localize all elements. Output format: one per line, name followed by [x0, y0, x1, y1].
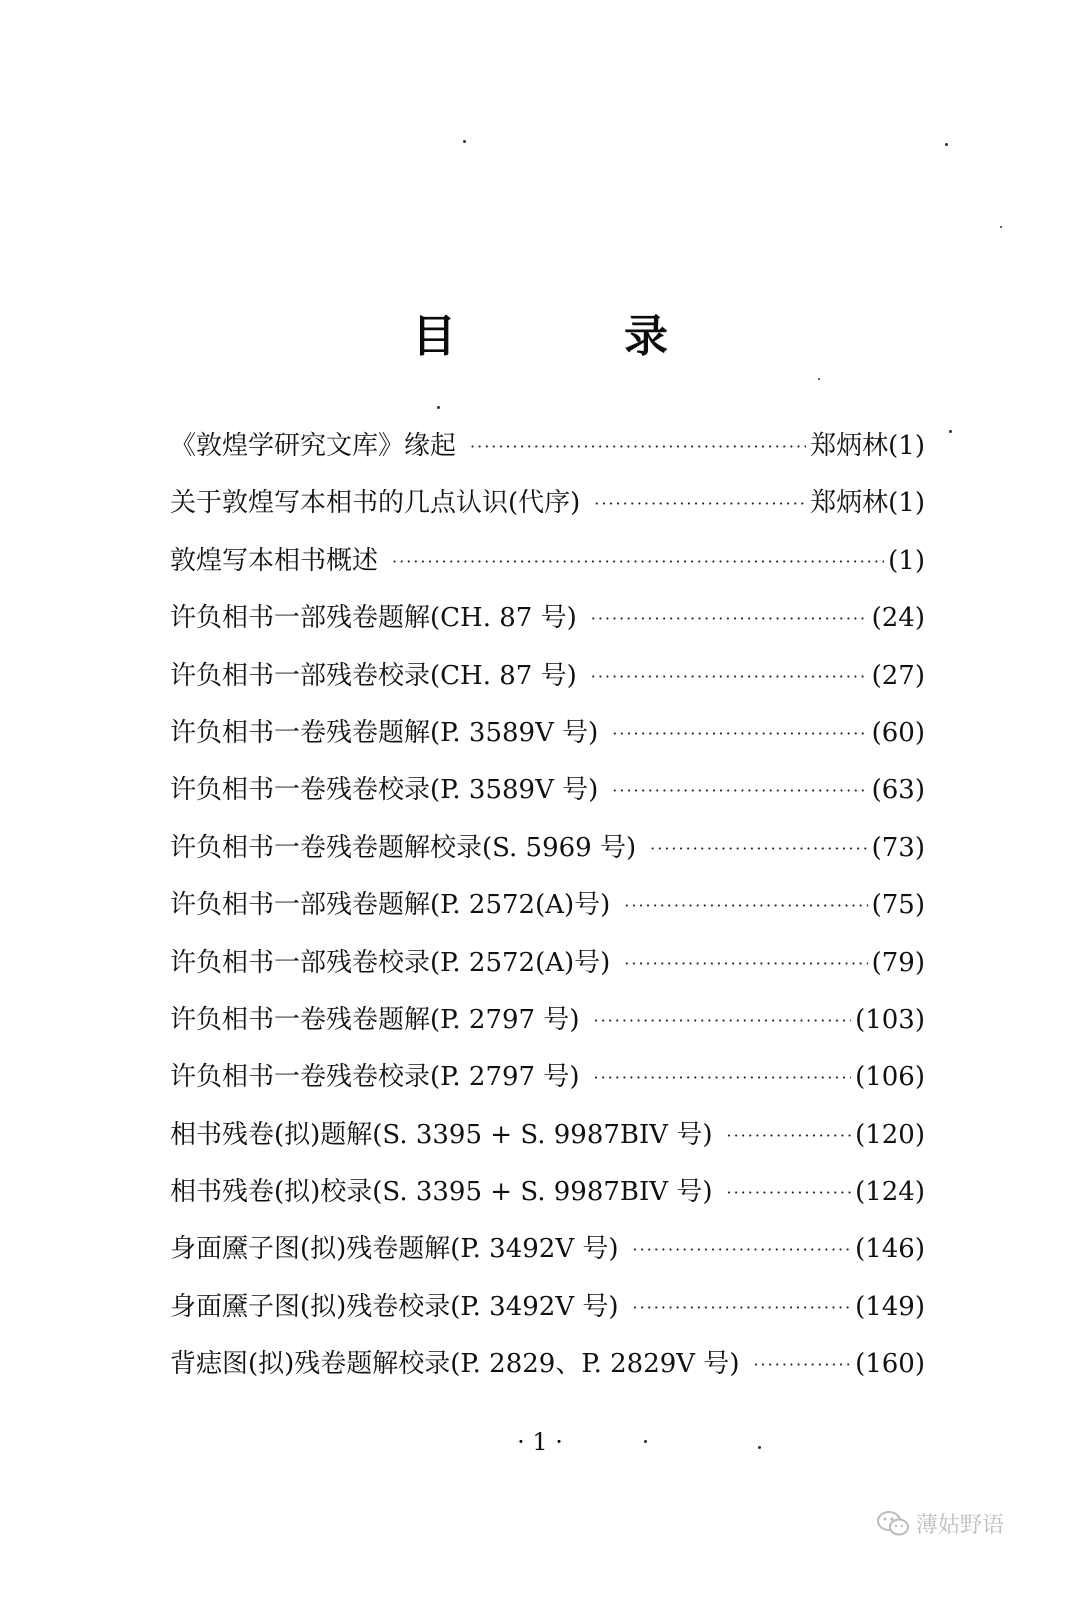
- toc-entry: [170, 943, 925, 1000]
- toc-entry-page: (63): [871, 775, 925, 806]
- toc-leader-dots: [624, 886, 867, 926]
- toc-leader-dots: [591, 657, 868, 697]
- toc-leader-dots: [594, 484, 806, 524]
- toc-entry-title: 关于敦煌写本相书的几点认识(代序): [170, 488, 581, 519]
- toc-entry-page: (24): [871, 603, 925, 634]
- toc-entry: [170, 885, 925, 942]
- toc-entry: [170, 426, 925, 483]
- table-of-contents: [170, 426, 925, 1402]
- toc-leader-dots: [753, 1345, 851, 1385]
- toc-entry-title: 许负相书一部残卷校录(CH. 87 号): [170, 660, 577, 691]
- toc-entry-title: 许负相书一卷残卷题解校录(S. 5969 号): [170, 832, 637, 863]
- toc-entry: [170, 1287, 925, 1344]
- toc-leader-dots: [633, 1230, 852, 1270]
- toc-entry-title: 许负相书一卷残卷题解(P. 3589V 号): [170, 717, 599, 748]
- toc-leader-dots: [593, 1058, 851, 1098]
- toc-leader-dots: [624, 944, 867, 984]
- toc-entry: [170, 1229, 925, 1286]
- toc-entry-page: (27): [871, 660, 925, 691]
- toc-entry: [170, 1344, 925, 1401]
- toc-entry-page: (149): [855, 1291, 925, 1322]
- toc-entry-title: 身面黡子图(拟)残卷校录(P. 3492V 号): [170, 1291, 619, 1322]
- scan-speck: [949, 430, 952, 433]
- toc-entry-title: 敦煌写本相书概述: [170, 545, 379, 576]
- toc-entry-title: 许负相书一部残卷校录(P. 2572(A)号): [170, 947, 611, 978]
- toc-entry: [170, 1172, 925, 1229]
- toc-entry-title: 许负相书一部残卷题解(CH. 87 号): [170, 603, 577, 634]
- toc-entry-title: 身面黡子图(拟)残卷题解(P. 3492V 号): [170, 1234, 619, 1265]
- toc-entry-page: (73): [871, 832, 925, 863]
- watermark-text: 薄姑野语: [916, 1513, 1005, 1538]
- toc-leader-dots: [726, 1116, 851, 1156]
- scan-speck: [818, 378, 820, 380]
- toc-entry-title: 背痣图(拟)残卷题解校录(P. 2829、P. 2829V 号): [170, 1349, 740, 1380]
- toc-entry-title: 许负相书一卷残卷校录(P. 3589V 号): [170, 775, 599, 806]
- toc-entry-page: (75): [871, 890, 925, 921]
- toc-leader-dots: [726, 1173, 851, 1213]
- scan-speck: [1000, 226, 1002, 228]
- toc-entry: [170, 1000, 925, 1057]
- toc-leader-dots: [392, 542, 884, 582]
- toc-entry-page: (60): [871, 717, 925, 748]
- toc-entry-title: 《敦煌学研究文库》缘起: [170, 431, 457, 461]
- toc-entry-page: (103): [855, 1004, 925, 1035]
- scan-speck: [945, 143, 948, 146]
- toc-entry-author: 郑炳林: [810, 431, 889, 461]
- toc-leader-dots: [591, 599, 868, 639]
- toc-leader-dots: [470, 427, 806, 467]
- toc-leader-dots: [650, 829, 867, 869]
- page-number: · 1 ·: [517, 1428, 563, 1456]
- wechat-icon: [876, 1510, 910, 1538]
- toc-leader-dots: [633, 1288, 852, 1328]
- toc-entry-page: (106): [855, 1062, 925, 1093]
- toc-entry-title: 许负相书一卷残卷题解(P. 2797 号): [170, 1004, 580, 1035]
- toc-entry: [170, 598, 925, 655]
- toc-entry-page: (146): [855, 1234, 925, 1265]
- scan-speck: [463, 140, 466, 143]
- toc-entry: [170, 541, 925, 598]
- toc-entry-page: (160): [855, 1349, 925, 1380]
- toc-entry: [170, 828, 925, 885]
- toc-entry-page: (124): [855, 1177, 925, 1208]
- page-title: 目 录: [412, 311, 730, 362]
- toc-leader-dots: [612, 714, 867, 754]
- watermark: [876, 1508, 1004, 1539]
- toc-leader-dots: [593, 1001, 851, 1041]
- toc-entry: [170, 713, 925, 770]
- toc-entry: [170, 483, 925, 540]
- toc-entry: [170, 656, 925, 713]
- toc-entry-title: 相书残卷(拟)题解(S. 3395 + S. 9987BIV 号): [170, 1119, 713, 1150]
- toc-leader-dots: [612, 771, 867, 811]
- toc-entry-page: (1): [888, 488, 925, 519]
- toc-entry-page: (1): [888, 431, 925, 461]
- toc-entry: [170, 1115, 925, 1172]
- toc-entry-page: (120): [855, 1119, 925, 1150]
- toc-entry-page: (1): [888, 545, 925, 576]
- toc-entry: [170, 770, 925, 827]
- toc-entry: [170, 1057, 925, 1114]
- toc-entry-page: (79): [871, 947, 925, 978]
- toc-entry-author: 郑炳林: [810, 488, 889, 519]
- toc-entry-title: 相书残卷(拟)校录(S. 3395 + S. 9987BIV 号): [170, 1177, 713, 1208]
- scan-speck: [437, 406, 440, 409]
- toc-entry-title: 许负相书一卷残卷校录(P. 2797 号): [170, 1062, 580, 1093]
- toc-entry-title: 许负相书一部残卷题解(P. 2572(A)号): [170, 890, 611, 921]
